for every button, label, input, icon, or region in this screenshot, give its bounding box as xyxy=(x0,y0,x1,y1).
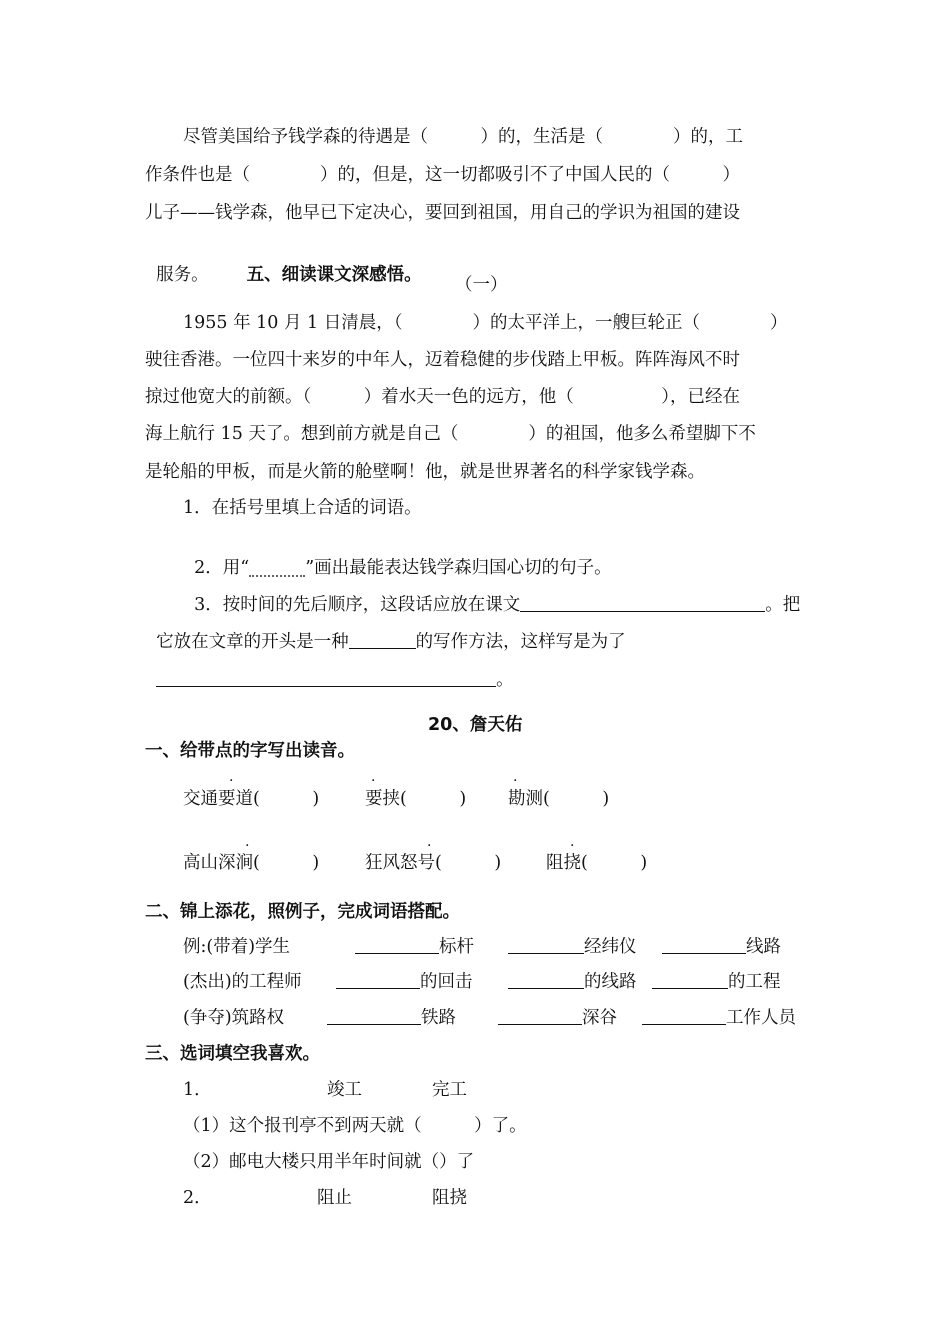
match-lead: 例:(带着)学生 xyxy=(183,937,291,957)
emphasis-dot: . xyxy=(570,834,575,850)
match-item xyxy=(508,935,637,959)
match-item-text: 标杆 xyxy=(439,937,474,957)
pinyin-item: 高山深涧( ) xyxy=(183,853,320,873)
question-2-text: 2．用“ xyxy=(194,558,250,578)
answer-blank[interactable] xyxy=(642,1006,726,1025)
match-item xyxy=(327,1006,456,1030)
choice-sentence: （1）这个报刊亭不到两天就（ ）了。 xyxy=(183,1116,527,1136)
match-item xyxy=(508,970,637,994)
answer-blank[interactable] xyxy=(327,1006,421,1025)
match-item xyxy=(662,935,781,959)
section-heading-five: 五、细读课文深感悟。 xyxy=(246,265,422,285)
answer-blank[interactable] xyxy=(498,1006,582,1025)
question-3-line3 xyxy=(145,644,514,692)
choice-word: 阻止 xyxy=(317,1188,352,1208)
match-item-text: 经纬仪 xyxy=(584,937,637,957)
question-3-text: 它放在文章的开头是一种 xyxy=(156,632,349,652)
match-item-text: 的线路 xyxy=(584,972,637,992)
answer-blank[interactable] xyxy=(355,935,439,954)
emphasis-dot: . xyxy=(513,769,518,785)
match-lead: (争夺)筑路权 xyxy=(183,1008,285,1028)
pinyin-item: 狂风怒号( ) xyxy=(365,853,502,873)
match-item-text: 铁路 xyxy=(421,1008,456,1028)
match-item-text: 线路 xyxy=(746,937,781,957)
match-item xyxy=(652,970,781,994)
choice-number: 1． xyxy=(183,1080,212,1100)
choice-word: 竣工 xyxy=(327,1080,362,1100)
match-lead: (杰出)的工程师 xyxy=(183,972,302,992)
section-number: （一） xyxy=(455,275,508,295)
passage-line: 尽管美国给予钱学森的待遇是（ ）的，生活是（ ）的，工 xyxy=(183,127,743,147)
choice-word: 完工 xyxy=(432,1080,467,1100)
lesson-title: 20、詹天佑 xyxy=(428,715,523,735)
answer-blank[interactable] xyxy=(508,970,584,989)
section-paragraph-line: 1955 年 10 月 1 日清晨，（ ）的太平洋上，一艘巨轮正（ ） xyxy=(183,313,788,333)
passage-line: 儿子——钱学森，他早已下定决心，要回到祖国，用自己的学识为祖国的建设 xyxy=(145,203,740,223)
emphasis-dot: . xyxy=(371,769,376,785)
choice-number: 2． xyxy=(183,1188,212,1208)
match-item-text: 的工程 xyxy=(728,972,781,992)
passage-text: 服务。 xyxy=(156,265,209,285)
match-item-text: 工作人员 xyxy=(726,1008,796,1028)
exercise-heading-three: 三、选词填空我喜欢。 xyxy=(145,1044,320,1064)
question-3-text: 。把 xyxy=(765,595,801,615)
match-item xyxy=(642,1006,796,1030)
pinyin-item: 勘测( ) xyxy=(508,789,610,809)
passage-line xyxy=(145,239,422,287)
answer-blank[interactable] xyxy=(336,970,420,989)
question-3-text: 3．按时间的先后顺序，这段话应放在课文 xyxy=(194,595,521,615)
match-item-text: 的回击 xyxy=(420,972,473,992)
emphasis-dot: . xyxy=(245,834,250,850)
emphasis-dot: . xyxy=(427,834,432,850)
match-item xyxy=(498,1006,617,1030)
choice-sentence: （2）邮电大楼只用半年时间就（）了 xyxy=(183,1152,475,1172)
choice-word: 阻挠 xyxy=(432,1188,467,1208)
match-item xyxy=(355,935,474,959)
exercise-heading-two: 二、锦上添花，照例子，完成词语搭配。 xyxy=(145,902,460,922)
answer-blank[interactable] xyxy=(662,935,746,954)
question-3-text: 的写作方法，这样写是为了 xyxy=(415,632,626,652)
answer-blank[interactable] xyxy=(156,668,496,687)
answer-blank[interactable] xyxy=(652,970,728,989)
pinyin-item: 阻挠( ) xyxy=(546,853,648,873)
section-paragraph-line: 海上航行 15 天了。想到前方就是自己（ ）的祖国，他多么希望脚下不 xyxy=(145,424,756,444)
question-2-text: ”画出最能表达钱学森归国心切的句子。 xyxy=(305,558,612,578)
question-1: 1．在括号里填上合适的词语。 xyxy=(183,498,422,518)
section-paragraph-line: 驶往香港。一位四十来岁的中年人，迈着稳健的步伐踏上甲板。阵阵海风不时 xyxy=(145,350,740,370)
section-paragraph-line: 是轮船的甲板，而是火箭的舱壁啊！他，就是世界著名的科学家钱学森。 xyxy=(145,462,705,482)
pinyin-item: 交通要道( ) xyxy=(183,789,320,809)
match-item xyxy=(336,970,473,994)
passage-line: 作条件也是（ ）的，但是，这一切都吸引不了中国人民的（ ） xyxy=(145,165,740,185)
question-3-text: 。 xyxy=(496,670,514,690)
pinyin-item: 要挟( ) xyxy=(365,789,467,809)
emphasis-dot: . xyxy=(229,769,234,785)
answer-blank[interactable] xyxy=(508,935,584,954)
exercise-heading-one: 一、给带点的字写出读音。 xyxy=(145,741,355,761)
section-paragraph-line: 掠过他宽大的前额。（ ）着水天一色的远方，他（ ），已经在 xyxy=(145,387,740,407)
match-item-text: 深谷 xyxy=(582,1008,617,1028)
